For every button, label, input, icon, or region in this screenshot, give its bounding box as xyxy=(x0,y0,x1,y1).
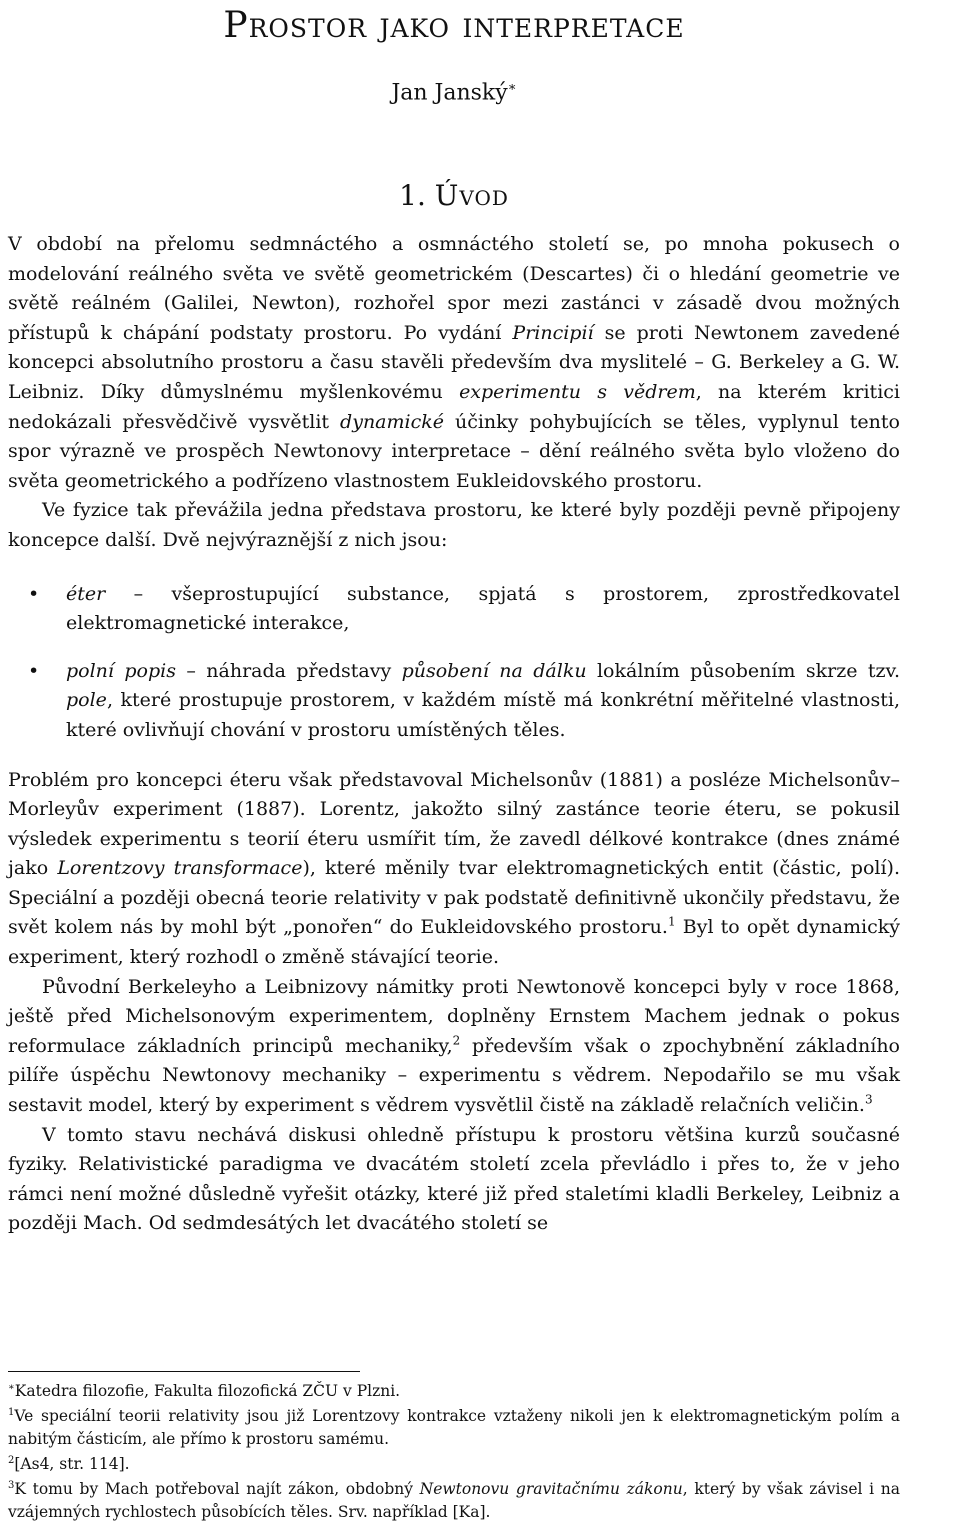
text-run: účinky pohybujících se těles, vyplynul tento spor výrazně ve prospěch Newtonovy interpretace – dění reálného světa bylo vloženo do světa geometrického a podřízeno vlastnostem Eukleidovského prostoru. xyxy=(8,410,900,492)
footnote-text: Katedra filozofie, Fakulta filozofická ZČU v Plzni. xyxy=(14,1382,401,1401)
text-run: Problém pro koncepci éteru však představoval Michelsonův (1881) a posléze Michelsonův–Morleyův experiment (1887). Lorentz, jakožto silný zastánce teorie éteru, se pokusil výsledek experimentu s teorií éteru usmířit tím, že zavedl délkové kontrakce (dnes známé jako xyxy=(8,768,900,880)
text-run-italic: Lorentzovy transformace xyxy=(57,857,303,880)
footnote-text: K tomu by Mach potřeboval najít zákon, obdobný xyxy=(14,1480,420,1499)
list-term: polní popis xyxy=(66,659,176,682)
footnote-text-italic: Newtonovu gravitačnímu zákonu xyxy=(419,1480,683,1499)
text-run-italic: experimentu s vědrem xyxy=(459,380,696,403)
footnote-mark: 1 xyxy=(8,1407,15,1419)
paragraph-4 xyxy=(8,973,900,1121)
text-run: Byl to opět dynamický experiment, který rozhodl o změně stávající teorie. xyxy=(8,916,900,969)
footnote-text: Ve speciální teorii relativity jsou již Lorentzovy kontrakce vztaženy nikoli jen k elektromagnetickým polím a nabitým částicím, ale přímo k prostoru samému. xyxy=(8,1407,900,1448)
text-run-italic: pole xyxy=(66,689,107,712)
footnote-divider xyxy=(8,1371,360,1372)
text-run: lokálním působením skrze tzv. xyxy=(586,659,900,682)
author-name: Jan Janský xyxy=(391,80,508,106)
paper-title: Prostor jako interpretace xyxy=(223,5,685,46)
text-run: , které prostupuje prostorem, v každém místě má konkrétní měřitelné vlastnosti, které ovlivňují chování v prostoru umístěných těles. xyxy=(66,689,900,741)
paragraph-3 xyxy=(8,766,900,973)
text-run: především však o zpochybnění základního pilíře úspěchu Newtonovy mechaniky – experimentu s vědrem. Nepodařilo se mu však sestavit model, který by experiment s vědrem vysvětlil čistě na základě relačních veličin. xyxy=(8,1034,900,1117)
section-number: 1. xyxy=(399,179,426,212)
list-item xyxy=(8,657,900,746)
footnote xyxy=(8,1402,900,1450)
text-run: , na kterém kritici nedokázali přesvědčivě vysvětlit xyxy=(8,380,900,433)
section-heading xyxy=(8,178,900,214)
footnote-text: [As4, str. 114]. xyxy=(14,1455,130,1474)
text-run: Původní Berkeleyho a Leibnizovy námitky proti Newtonově koncepci byly v roce 1868, ještě před Michelsonovým experimentem, doplněny Ernstem Machem jednak o pokus reformulace základních principů mechaniky, xyxy=(8,975,900,1057)
footnote-ref[interactable]: 2 xyxy=(452,1033,461,1048)
text-run-italic: působení na dálku xyxy=(401,659,587,682)
author-footnote-mark: ∗ xyxy=(507,80,517,95)
paper-page xyxy=(8,0,900,1239)
text-run: V období na přelomu sedmnáctého a osmnáctého století se, po mnoha pokusech o modelování reálného světa ve světě geometrickém (Descartes) či o hledání geometrie ve světě reálném (Galilei, Newton), rozhořel spor mezi zastánci v zásadě dvou možných přístupů k chápání podstaty prostoru. Po vydání xyxy=(8,233,900,344)
bullet-icon: • xyxy=(28,659,40,682)
bullet-icon: • xyxy=(28,582,40,605)
footnote-mark: ∗ xyxy=(8,1382,15,1393)
list-item xyxy=(8,580,900,639)
footnote xyxy=(8,1377,900,1402)
author-line xyxy=(8,74,900,106)
paragraph-2: Ve fyzice tak převážila jedna představa prostoru, ke které byly později pevně připojeny koncepce další. Dvě nejvýraznější z nich jsou: xyxy=(8,499,900,551)
footnote xyxy=(8,1450,900,1475)
text-run: – všeprostupující substance, spjatá s prostorem, zprostředkovatel elektromagnetické interakce, xyxy=(66,582,900,635)
text-run-italic: Principií xyxy=(512,321,594,344)
text-run: – náhrada představy xyxy=(175,659,402,682)
paragraph-5: V tomto stavu nechává diskusi ohledně přístupu k prostoru většina kurzů současné fyziky. Relativistické paradigma ve dvacátém století zcela převládlo i přes to, že v jeho rámci není možné důsledně vyřešit otázky, které již před staletími kladli Berkeley, Leibniz a později Mach. Od sedmdesátých let dvacátého století se xyxy=(8,1123,900,1235)
text-run-italic: dynamické xyxy=(340,410,444,433)
paragraph-1 xyxy=(8,230,900,496)
footnote-mark: 2 xyxy=(8,1454,15,1466)
text-run: se proti Newtonem zavedené koncepci absolutního prostoru a času stavěli především dva myslitelé – G. Berkeley a G. W. Leibniz. Díky důmyslnému myšlenkovému xyxy=(8,321,900,403)
footnote xyxy=(8,1475,900,1523)
footnote-mark: 3 xyxy=(8,1480,15,1492)
footnote-ref[interactable]: 3 xyxy=(864,1092,873,1107)
section-title: Úvod xyxy=(434,179,509,212)
text-run: ), které měnily tvar elektromagnetických entit (částic, polí). Speciální a později obecná teorie relativity v pak podstatě definitivně ukončily představu, že svět kolem nás by mohl být „ponořen“ do Eukleidovského prostoru. xyxy=(8,857,900,939)
footnotes xyxy=(8,1377,900,1523)
footnote-text: , který by však závisel i na vzájemných rychlostech působících těles. Srv. například [Ka]. xyxy=(8,1480,900,1521)
footnote-ref[interactable]: 1 xyxy=(667,915,676,930)
concept-list xyxy=(8,580,900,746)
list-term: éter xyxy=(66,582,106,605)
